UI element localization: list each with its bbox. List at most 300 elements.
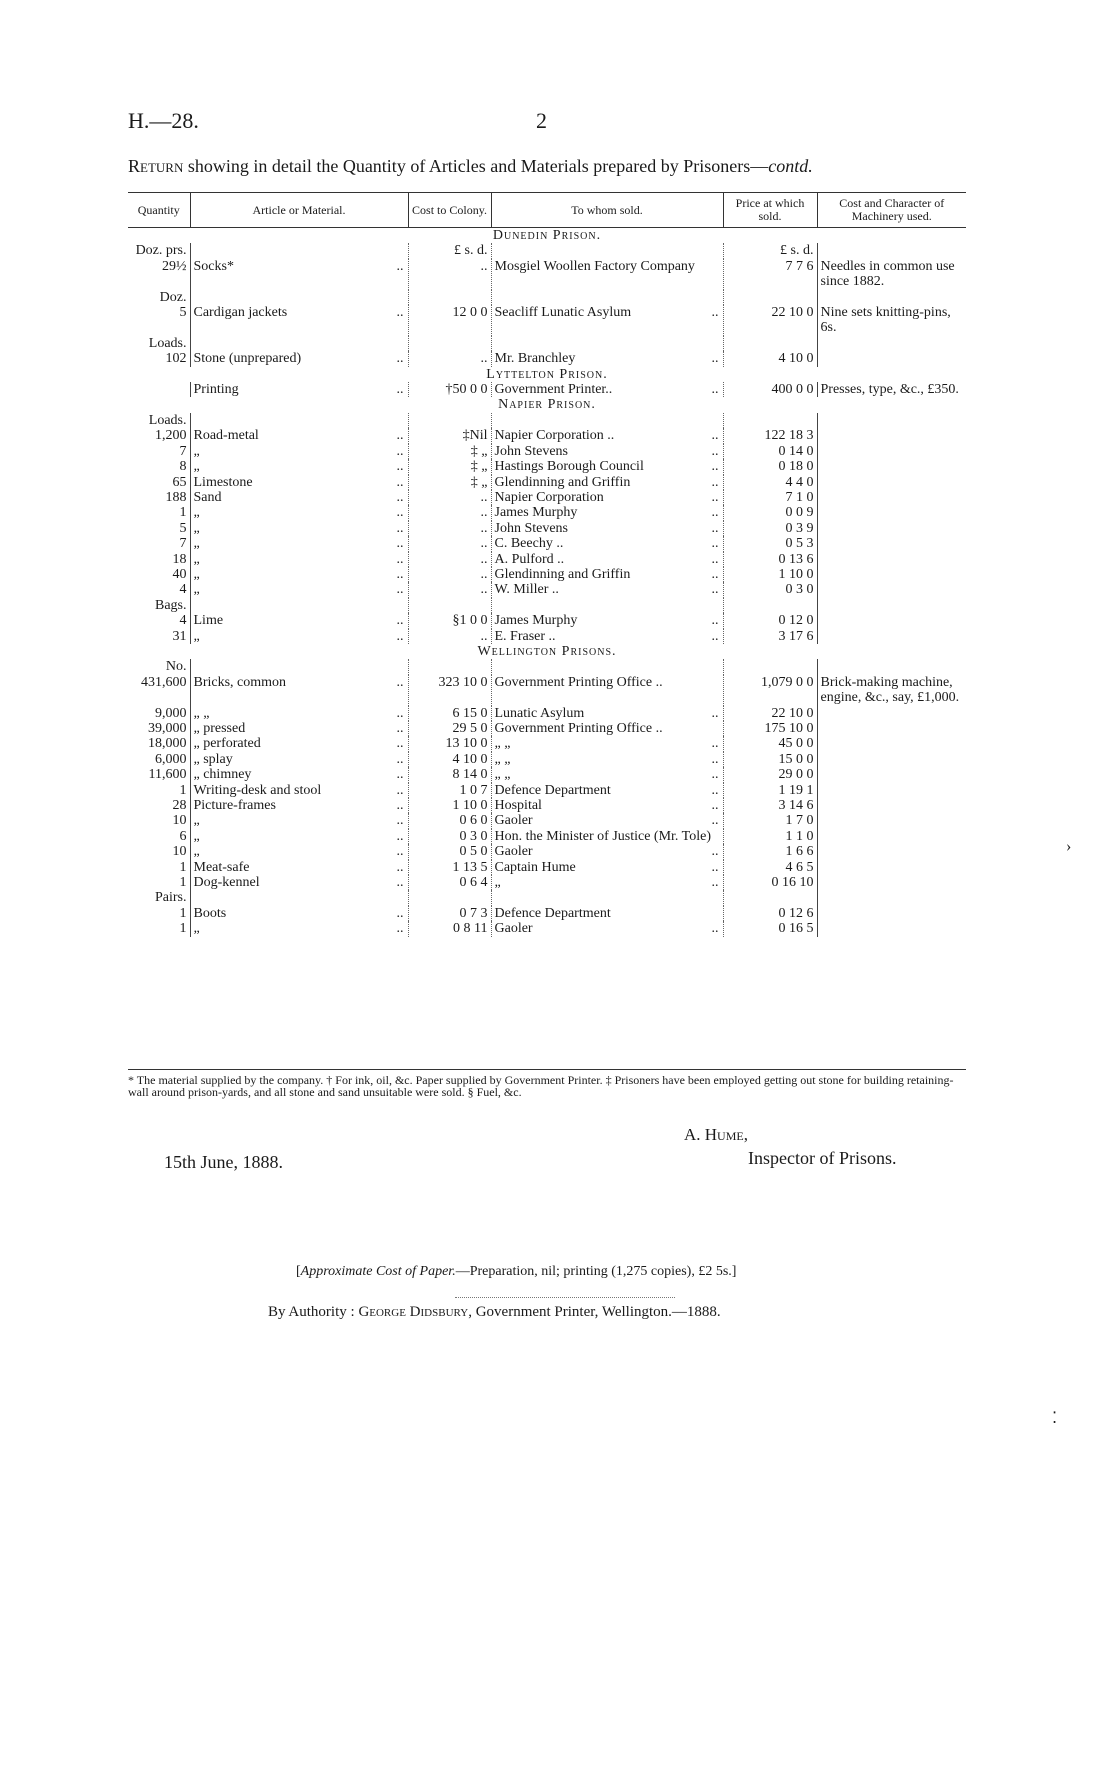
- return-table: [128, 192, 966, 937]
- quantity-cell-text: Pairs.: [155, 890, 187, 906]
- price-cell: [723, 336, 817, 351]
- machinery-cell: [817, 736, 966, 751]
- table-row: [128, 875, 966, 890]
- col-article: Article or Material.: [190, 193, 408, 228]
- price-cell-text: 0 18 0: [778, 459, 814, 475]
- footnotes: * The material supplied by the company. † For ink, oil, &c. Paper supplied by Government Printer. ‡ Prisoners have been employed getting out stone for building retaining-wall around prison-yards, and all stone and sand unsuitable were sold. § Fuel, &c.: [128, 1073, 954, 1099]
- article-cell: [190, 629, 408, 644]
- article-cell-text: Stone (unprepared): [193, 351, 302, 367]
- machinery-cell: [817, 844, 966, 859]
- machinery-cell: [817, 706, 966, 721]
- article-cell-text: „: [193, 813, 200, 829]
- article-cell: [190, 875, 408, 890]
- leader-dots: ..: [396, 828, 404, 844]
- cost-cell: [408, 767, 491, 782]
- price-cell: [723, 521, 817, 536]
- article-cell: [190, 783, 408, 798]
- buyer-cell-text: C. Beechy ..: [494, 536, 564, 552]
- quantity-cell: [128, 767, 190, 782]
- price-cell: [723, 351, 817, 366]
- table-row: [128, 351, 966, 366]
- table-row: [128, 767, 966, 782]
- quantity-cell: [128, 567, 190, 582]
- table-row: [128, 552, 966, 567]
- table-row: [128, 536, 966, 551]
- article-cell: [190, 582, 408, 597]
- buyer-cell: [491, 243, 723, 258]
- cost-cell-text: 0 6 0: [459, 813, 488, 829]
- quantity-cell: [128, 721, 190, 736]
- cost-cell: [408, 598, 491, 613]
- buyer-cell: [491, 582, 723, 597]
- leader-dots: ..: [711, 844, 719, 860]
- leader-dots: ..: [711, 566, 719, 582]
- machinery-cell: [817, 243, 966, 258]
- table-row: [128, 813, 966, 828]
- article-cell-text: „: [193, 459, 200, 475]
- table-row: [128, 783, 966, 798]
- leader-dots: ..: [396, 382, 404, 398]
- cost-cell-text: 1 10 0: [452, 798, 488, 814]
- buyer-cell: [491, 675, 723, 706]
- cost-cell: [408, 875, 491, 890]
- cost-cell: [408, 567, 491, 582]
- leader-dots: ..: [711, 459, 719, 475]
- price-cell: [723, 890, 817, 905]
- article-cell-text: „: [193, 566, 200, 582]
- cost-cell-text: 0 8 11: [453, 921, 488, 937]
- buyer-cell-text: Mosgiel Woollen Factory Company: [494, 258, 695, 274]
- col-price: Price at which sold.: [723, 193, 817, 228]
- article-cell: [190, 675, 408, 706]
- cost-cell-text: 29 5 0: [452, 721, 488, 736]
- price-cell-text: 4 10 0: [778, 351, 814, 367]
- price-cell: [723, 659, 817, 674]
- price-cell: [723, 243, 817, 258]
- leader-dots: ..: [711, 536, 719, 552]
- leader-dots: ..: [396, 258, 404, 274]
- leader-dots: ..: [396, 536, 404, 552]
- article-cell-text: Socks*: [193, 258, 234, 274]
- cost-cell: [408, 521, 491, 536]
- buyer-cell-text: Mr. Branchley: [494, 351, 576, 367]
- quantity-cell-text: 6,000: [155, 751, 187, 767]
- price-cell-text: 1 7 0: [785, 813, 814, 829]
- cost-cell-text: ..: [480, 566, 488, 582]
- article-cell-text: „ chimney: [193, 767, 252, 783]
- buyer-cell-text: Seacliff Lunatic Asylum: [494, 305, 632, 321]
- price-cell: [723, 675, 817, 706]
- article-cell-text: Printing: [193, 382, 239, 398]
- table-row: [128, 675, 966, 706]
- table-row: [128, 890, 966, 905]
- cost-cell: [408, 798, 491, 813]
- leader-dots: ..: [396, 674, 404, 690]
- cost-cell: [408, 736, 491, 751]
- article-cell-text: „: [193, 628, 200, 644]
- cost-cell: [408, 706, 491, 721]
- quantity-cell: [128, 598, 190, 613]
- buyer-cell: [491, 521, 723, 536]
- machinery-cell: [817, 305, 966, 336]
- table-row: [128, 305, 966, 336]
- leader-dots: ..: [711, 551, 719, 567]
- buyer-cell: [491, 444, 723, 459]
- cost-cell-text: 4 10 0: [452, 751, 488, 767]
- buyer-cell-text: Glendinning and Griffin: [494, 566, 631, 582]
- table-row: [128, 921, 966, 936]
- cost-cell-text: ..: [480, 536, 488, 552]
- price-cell: [723, 906, 817, 921]
- leader-dots: ..: [396, 859, 404, 875]
- article-cell: [190, 921, 408, 936]
- article-cell-text: Lime: [193, 613, 224, 629]
- machinery-cell: [817, 629, 966, 644]
- article-cell: [190, 521, 408, 536]
- cost-cell: [408, 505, 491, 520]
- price-cell: [723, 536, 817, 551]
- price-cell: [723, 613, 817, 628]
- price-cell-text: 15 0 0: [778, 751, 814, 767]
- price-cell: [723, 721, 817, 736]
- quantity-cell-text: 1: [179, 782, 187, 798]
- table-row: [128, 798, 966, 813]
- cost-cell: [408, 675, 491, 706]
- buyer-cell: [491, 659, 723, 674]
- buyer-cell: [491, 890, 723, 905]
- machinery-cell: [817, 505, 966, 520]
- table-row: [128, 428, 966, 443]
- price-cell-text: £ s. d.: [780, 243, 814, 259]
- price-cell-text: 0 14 0: [778, 443, 814, 459]
- article-cell-text: „: [193, 536, 200, 552]
- buyer-cell: [491, 752, 723, 767]
- buyer-cell-text: James Murphy: [494, 505, 578, 521]
- section-row: [128, 228, 966, 244]
- price-cell: [723, 813, 817, 828]
- cost-cell-text: 0 5 0: [459, 844, 488, 860]
- leader-dots: ..: [711, 382, 719, 398]
- buyer-cell-text: Gaoler: [494, 844, 533, 860]
- cost-cell-text: ..: [480, 351, 488, 367]
- leader-dots: ..: [396, 505, 404, 521]
- price-cell: [723, 305, 817, 336]
- cost-cell-text: ‡ „: [470, 443, 488, 459]
- buyer-cell-text: W. Miller ..: [494, 582, 559, 598]
- price-cell: [723, 767, 817, 782]
- quantity-cell: [128, 490, 190, 505]
- quantity-cell-text: 28: [172, 798, 187, 814]
- quantity-cell: [128, 798, 190, 813]
- section-row: [128, 367, 966, 382]
- price-cell-text: 1,079 0 0: [761, 674, 814, 690]
- price-cell-text: 0 16 10: [771, 875, 814, 891]
- article-cell: [190, 906, 408, 921]
- cost-cell-text: ..: [480, 520, 488, 536]
- quantity-cell: [128, 629, 190, 644]
- article-cell: [190, 459, 408, 474]
- table-row: [128, 567, 966, 582]
- article-cell-text: Dog-kennel: [193, 875, 260, 891]
- quantity-cell-text: 4: [179, 582, 187, 598]
- article-cell: [190, 844, 408, 859]
- buyer-cell: [491, 721, 723, 736]
- section-heading: Napier Prison.: [498, 397, 596, 413]
- buyer-cell: [491, 413, 723, 428]
- page-number: 2: [536, 108, 547, 133]
- margin-mark: ⁚: [1052, 1410, 1058, 1427]
- quantity-cell: [128, 290, 190, 305]
- leader-dots: ..: [711, 489, 719, 505]
- title-lead: Return: [128, 156, 184, 176]
- article-cell: [190, 505, 408, 520]
- price-cell: [723, 428, 817, 443]
- buyer-cell-text: Government Printer..: [494, 382, 613, 398]
- quantity-cell: [128, 906, 190, 921]
- leader-dots: ..: [711, 859, 719, 875]
- table-row: [128, 582, 966, 597]
- cost-cell-text: ‡ „: [470, 474, 488, 490]
- buyer-cell: [491, 567, 723, 582]
- buyer-cell: [491, 305, 723, 336]
- section-heading: Wellington Prisons.: [477, 643, 617, 659]
- machinery-cell: [817, 813, 966, 828]
- machinery-cell: [817, 552, 966, 567]
- machinery-cell-text: Presses, type, &c., £350.: [820, 382, 959, 398]
- buyer-cell-text: „ „: [494, 767, 511, 783]
- buyer-cell: [491, 875, 723, 890]
- quantity-cell: [128, 736, 190, 751]
- leader-dots: ..: [396, 474, 404, 490]
- price-cell-text: 22 10 0: [771, 305, 814, 321]
- leader-dots: ..: [711, 443, 719, 459]
- leader-dots: ..: [711, 782, 719, 798]
- price-cell: [723, 475, 817, 490]
- machinery-cell: [817, 783, 966, 798]
- machinery-cell: [817, 921, 966, 936]
- price-cell-text: 122 18 3: [764, 428, 814, 444]
- machinery-cell-text: Nine sets knitting-pins, 6s.: [820, 305, 951, 336]
- article-cell-text: „: [193, 520, 200, 536]
- cost-cell: [408, 813, 491, 828]
- price-cell-text: 4 4 0: [785, 474, 814, 490]
- machinery-cell: [817, 582, 966, 597]
- quantity-cell-text: 10: [172, 844, 187, 860]
- quantity-cell-text: 10: [172, 813, 187, 829]
- article-cell: [190, 890, 408, 905]
- buyer-cell-text: Defence Department: [494, 782, 611, 798]
- article-cell-text: Boots: [193, 905, 227, 921]
- authority-line: [268, 1304, 721, 1321]
- machinery-cell: [817, 475, 966, 490]
- price-cell: [723, 582, 817, 597]
- buyer-cell: [491, 552, 723, 567]
- price-cell: [723, 598, 817, 613]
- quantity-cell: [128, 552, 190, 567]
- cost-cell: [408, 428, 491, 443]
- machinery-cell: [817, 444, 966, 459]
- price-cell: [723, 860, 817, 875]
- cost-open-bracket: [: [296, 1264, 301, 1279]
- leader-dots: ..: [396, 798, 404, 814]
- table-header-row: [128, 193, 966, 228]
- article-cell: [190, 736, 408, 751]
- cost-cell: [408, 890, 491, 905]
- col-quantity: Quantity: [128, 193, 190, 228]
- price-cell-text: 1 19 1: [778, 782, 814, 798]
- leader-dots: ..: [711, 798, 719, 814]
- cost-cell-text: 0 7 3: [459, 905, 488, 921]
- quantity-cell-text: 5: [179, 305, 187, 321]
- price-cell: [723, 921, 817, 936]
- leader-dots: ..: [711, 520, 719, 536]
- buyer-cell: [491, 428, 723, 443]
- machinery-cell: [817, 536, 966, 551]
- leader-dots: ..: [396, 489, 404, 505]
- price-cell-text: 3 14 6: [778, 798, 814, 814]
- article-cell: [190, 552, 408, 567]
- leader-dots: ..: [396, 782, 404, 798]
- article-cell: [190, 536, 408, 551]
- quantity-cell-text: 65: [172, 474, 187, 490]
- price-cell-text: 0 3 0: [785, 582, 814, 598]
- article-cell: [190, 413, 408, 428]
- table-row: [128, 629, 966, 644]
- quantity-cell: [128, 921, 190, 936]
- leader-dots: ..: [396, 736, 404, 752]
- table-row: [128, 243, 966, 258]
- leader-dots: ..: [711, 921, 719, 937]
- buyer-cell: [491, 351, 723, 366]
- machinery-cell: [817, 659, 966, 674]
- machinery-cell: [817, 259, 966, 290]
- cost-cell-text: ‡ „: [470, 459, 488, 475]
- article-cell-text: „ „: [193, 705, 210, 721]
- quantity-cell: [128, 351, 190, 366]
- quantity-cell-text: 18: [172, 551, 187, 567]
- machinery-cell: [817, 382, 966, 397]
- printer-name: George Didsbury: [358, 1304, 469, 1320]
- quantity-cell: [128, 752, 190, 767]
- buyer-cell-text: Hastings Borough Council: [494, 459, 644, 475]
- price-cell: [723, 459, 817, 474]
- leader-dots: ..: [396, 459, 404, 475]
- quantity-cell-text: 40: [172, 566, 187, 582]
- cost-cell-text: 6 15 0: [452, 705, 488, 721]
- quantity-cell-text: 431,600: [141, 674, 187, 690]
- article-cell: [190, 259, 408, 290]
- table-row: [128, 844, 966, 859]
- buyer-cell-text: Napier Corporation: [494, 489, 604, 505]
- signature-name: A. Hume,: [684, 1125, 748, 1144]
- buyer-cell-text: „ „: [494, 736, 511, 752]
- buyer-cell: [491, 921, 723, 936]
- table-row: [128, 736, 966, 751]
- signature-date: 15th June, 1888.: [164, 1152, 283, 1172]
- title-text: showing in detail the Quantity of Articles and Materials prepared by Prisoners—: [183, 156, 769, 176]
- buyer-cell-text: E. Fraser ..: [494, 628, 556, 644]
- cost-cell: [408, 629, 491, 644]
- leader-dots: ..: [711, 505, 719, 521]
- buyer-cell: [491, 860, 723, 875]
- buyer-cell: [491, 629, 723, 644]
- article-cell-text: „: [193, 844, 200, 860]
- table-row: [128, 459, 966, 474]
- buyer-cell-text: Lunatic Asylum: [494, 705, 585, 721]
- leader-dots: ..: [396, 751, 404, 767]
- margin-mark: ›: [1066, 838, 1072, 855]
- leader-dots: ..: [396, 921, 404, 937]
- quantity-cell-text: 39,000: [148, 721, 187, 736]
- cost-cell-text: ..: [480, 582, 488, 598]
- buyer-cell: [491, 536, 723, 551]
- buyer-cell-text: Government Printing Office ..: [494, 721, 663, 736]
- article-cell: [190, 813, 408, 828]
- cost-cell-text: †50 0 0: [445, 382, 488, 398]
- table-row: [128, 382, 966, 397]
- cost-cell-text: 12 0 0: [452, 305, 488, 321]
- article-cell: [190, 290, 408, 305]
- leader-dots: ..: [396, 551, 404, 567]
- article-cell-text: „ perforated: [193, 736, 261, 752]
- leader-dots: ..: [711, 875, 719, 891]
- leader-dots: ..: [711, 628, 719, 644]
- buyer-cell-text: „ „: [494, 751, 511, 767]
- buyer-cell: [491, 259, 723, 290]
- cost-cell: [408, 459, 491, 474]
- article-cell-text: „: [193, 551, 200, 567]
- buyer-cell: [491, 490, 723, 505]
- price-cell-text: 29 0 0: [778, 767, 814, 783]
- cost-cell: [408, 860, 491, 875]
- section-row: [128, 397, 966, 412]
- buyer-cell: [491, 505, 723, 520]
- quantity-cell-text: 1: [179, 859, 187, 875]
- price-cell-text: 22 10 0: [771, 705, 814, 721]
- leader-dots: ..: [396, 566, 404, 582]
- article-cell: [190, 490, 408, 505]
- quantity-cell: [128, 459, 190, 474]
- cost-cell: [408, 351, 491, 366]
- cost-cell: [408, 475, 491, 490]
- machinery-cell: [817, 336, 966, 351]
- price-cell: [723, 290, 817, 305]
- cost-cell: [408, 552, 491, 567]
- buyer-cell-text: Gaoler: [494, 813, 533, 829]
- quantity-cell-text: Doz. prs.: [135, 243, 187, 259]
- quantity-cell-text: 188: [165, 489, 187, 505]
- machinery-cell: [817, 351, 966, 366]
- price-cell: [723, 736, 817, 751]
- quantity-cell-text: 1: [179, 875, 187, 891]
- table-row: [128, 706, 966, 721]
- article-cell: [190, 767, 408, 782]
- machinery-cell: [817, 290, 966, 305]
- price-cell-text: 4 6 5: [785, 859, 814, 875]
- machinery-cell: [817, 490, 966, 505]
- section-heading: Lyttelton Prison.: [486, 366, 608, 382]
- leader-dots: ..: [396, 844, 404, 860]
- cost-cell: [408, 659, 491, 674]
- cost-cell: [408, 844, 491, 859]
- leader-dots: ..: [711, 351, 719, 367]
- machinery-cell: [817, 721, 966, 736]
- article-cell-text: Picture-frames: [193, 798, 276, 814]
- buyer-cell: [491, 829, 723, 844]
- quantity-cell: [128, 875, 190, 890]
- price-cell-text: 0 16 5: [778, 921, 814, 937]
- cost-cell: [408, 336, 491, 351]
